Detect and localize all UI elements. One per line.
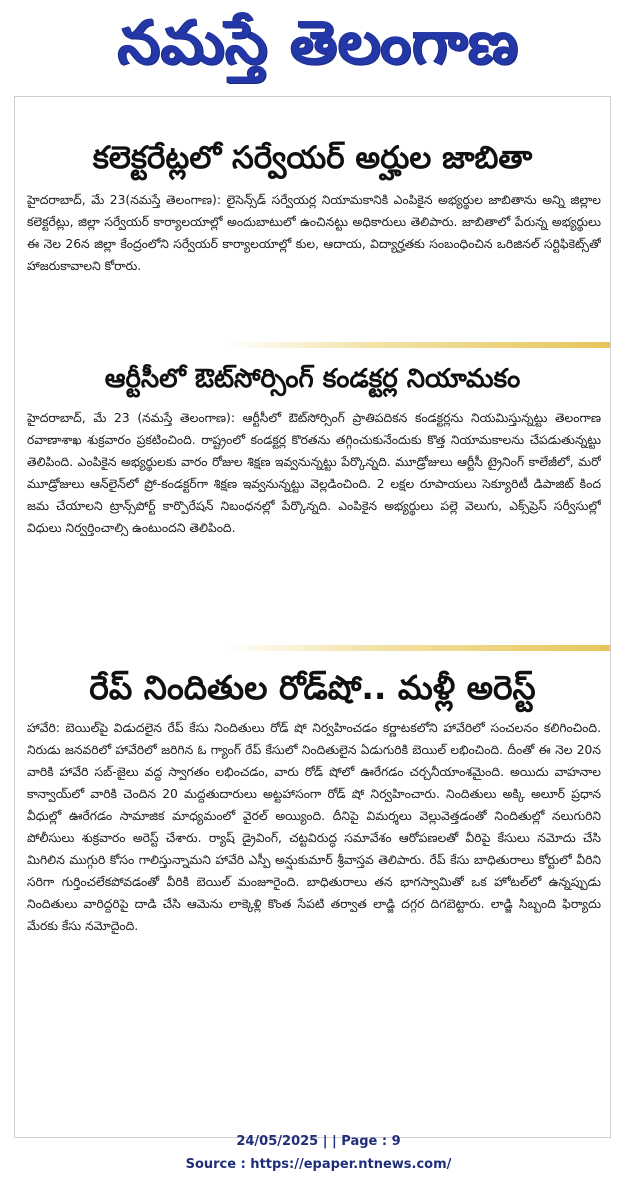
- source-link[interactable]: Source : https://epaper.ntnews.com/: [185, 1157, 452, 1172]
- newspaper-masthead: నమస్తే తెలంగాణ: [117, 8, 520, 78]
- article-headline: ఆర్టీసీలో ఔట్‌సోర్సింగ్‌ కండక్టర్ల నియామకం: [104, 364, 521, 394]
- article-body: హైదరాబాద్‌, మే 23 (నమస్తే తెలంగాణ): ఆర్టీసీలో ఔట్‌సోర్సింగ్‌ ప్రాతిపదికన కండక్టర్లను నియమిస్తున్నట్టు తెలంగాణ రవాణాశాఖ శుక్రవారం ప్రకటించింది. రాష్ట్రంలో కండక్టర్ల కొరతను తగ్గించుకునేందుకు కొత్త నియామకాలను చేపడుతున్నట్టు తెలిపింది. ఎంపికైన అభ్యర్థులకు వారం రోజుల శిక్షణ ఇవ్వనున్నట్టు పేర్కొన్నది. మూడ్రోజులు ఆర్టీసీ ట్రైనింగ్‌ కాలేజీలో, మరో మూడ్రోజులు ఆన్‌లైన్‌లో ప్రో-కండక్టర్‌గా శిక్షణ ఇవ్వనున్నట్టు వెల్లడించింది. 2 లక్షల రూపాయలు సెక్యూరిటీ డిపాజిట్‌ కింద జమ చేయాలని ట్రాన్స్‌పోర్ట్‌ కార్పొరేషన్‌ నిబంధనల్లో పేర్కొన్నది. ఎంపికైన అభ్యర్థులు పల్లె వెలుగు, ఎక్స్‌ప్రెస్‌ సర్వీసుల్లో విధులు నిర్వర్తించాల్సి ఉంటుందని తెలిపింది.: [27, 411, 601, 535]
- section-divider: [15, 645, 610, 651]
- article-body: హావేరి: బెయిల్‌పై విడుదలైన రేప్‌ కేసు నిందితులు రోడ్‌ షో నిర్వహించడం కర్ణాటకలోని హావేరిలో సంచలనం కలిగించింది. నిరుడు జనవరిలో హావేరిలో జరిగిన ఓ గ్యాంగ్‌ రేప్‌ కేసులో నిందితులైన ఏడుగురికి బెయిల్‌ లభించింది. దీంతో ఈ నెల 20న వారికి హావేరి సబ్‌-జైలు వద్ద స్వాగతం లభించడం, వారు రోడ్‌ షోలో ఊరేగడం చర్చనీయాంశమైంది. అయిదు వాహనాల కాన్వాయ్‌లో వారికి చెందిన 20 మద్దతుదారులు అట్టహాసంగా రోడ్‌ షో నిర్వహించారు. నిందితులు అక్కి అలూర్‌ ప్రధాన వీధుల్లో ఊరేగడం సామాజిక మాధ్యమంలో వైరల్‌ అయ్యింది. దీనిపై విమర్శలు వెల్లువెత్తడంతో నిందితుల్లో నలుగురిని పోలీసులు శుక్రవారం అరెస్ట్‌ చేశారు. ర్యాష్‌ డ్రైవింగ్‌, చట్టవిరుద్ధ సమావేశం ఆరోపణలతో వీరిపై కేసులు నమోదు చేసి మిగిలిన ముగ్గురి కోసం గాలిస్తున్నామని హావేరి ఎస్పీ అన్షుకుమార్‌ శ్రీవాస్తవ తెలిపారు. రేప్‌ కేసు బాధితురాలు కోర్టులో వీరిని సరిగా గుర్తించలేకపోవడంతో వీరికి బెయిల్‌ మంజూరైంది. బాధితురాలు తన భాగస్వామితో ఒక హోటల్‌లో ఉన్నప్పుడు నిందితులు వారిద్దరిపై దాడి చేసి ఆమెను లాక్కెళ్లి కొంత సేపటి తర్వాత లాడ్జి దగ్గర దిగబెట్టారు. లాడ్జి సిబ్బంది ఫిర్యాదు మేరకు కేసు నమోదైంది.: [27, 721, 601, 933]
- news-clipping: [14, 96, 611, 1138]
- publication-date-line: 24/05/2025 | | Page : 9: [236, 1134, 401, 1149]
- section-divider: [15, 342, 610, 348]
- article-headline: కలెక్టరేట్లలో సర్వేయర్‌ అర్హుల జాబితా: [92, 140, 533, 176]
- article-body: హైదరాబాద్‌, మే 23(నమస్తే తెలంగాణ): లైసెన్స్‌డ్‌ సర్వేయర్ల నియామకానికి ఎంపికైన అభ్యర్థుల జాబితాను అన్ని జిల్లాల కలెక్టరేట్లు, జిల్లా సర్వేయర్‌ కార్యాలయాల్లో అందుబాటులో ఉంచినట్టు అధికారులు తెలిపారు. జాబితాలో పేరున్న అభ్యర్థులు ఈ నెల 26న జిల్లా కేంద్రంలోని సర్వేయర్‌ కార్యాలయాల్లో కుల, ఆదాయ, విద్యార్హతకు సంబంధించిన ఒరిజినల్‌ సర్టిఫికెట్స్‌తో హాజరుకావాలని కోరారు.: [27, 193, 601, 273]
- article-headline: రేప్‌ నిందితుల రోడ్‌షో.. మళ్లీ అరెస్ట్‌: [89, 668, 536, 707]
